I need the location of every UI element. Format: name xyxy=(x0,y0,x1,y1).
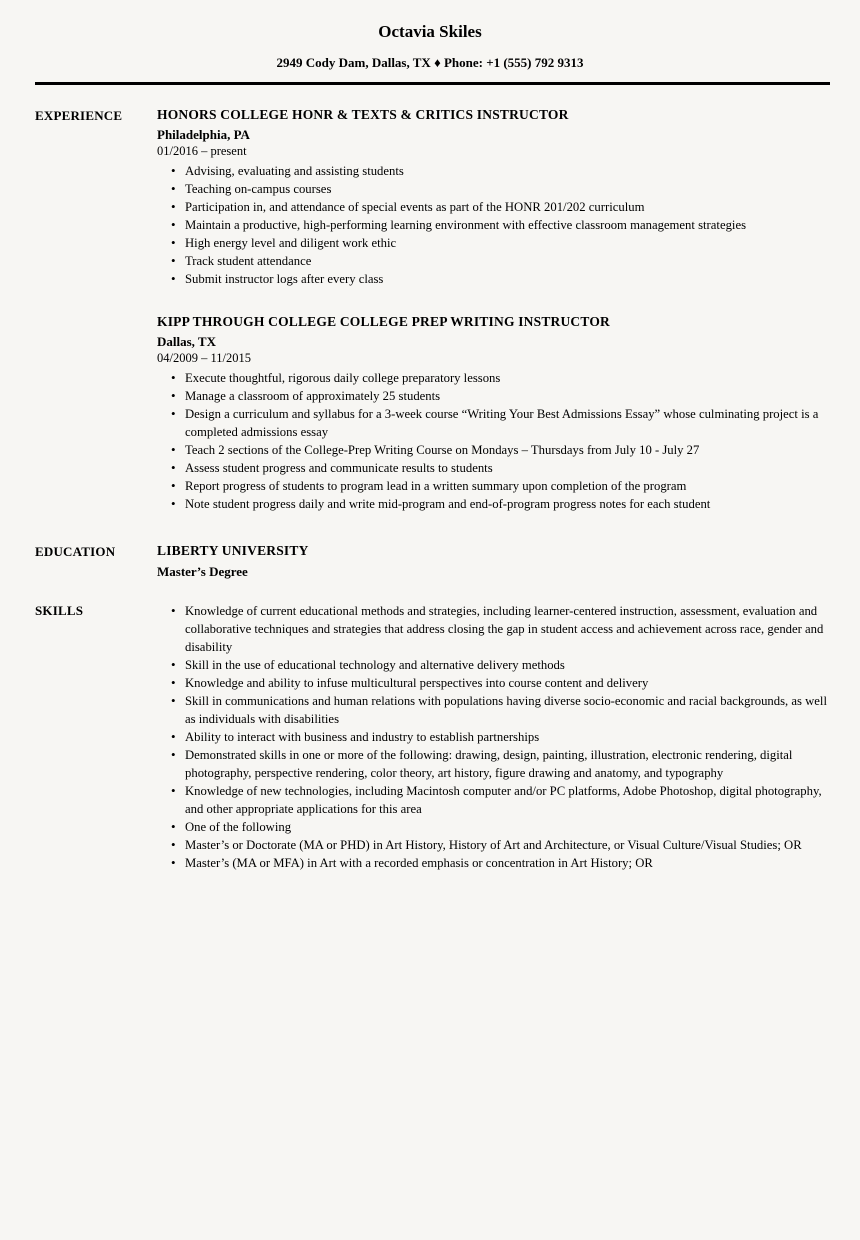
job-location: Dallas, TX xyxy=(157,334,216,349)
bullet-item: • Assess student progress and communicate results to students xyxy=(185,459,830,477)
bullet-item: • One of the following xyxy=(185,818,830,836)
bullet-item: • Knowledge of current educational methods and strategies, including learner-centered instruction, assessment, evaluation and collaborative techniques and strategies that address closing the gap in student access and achievement across race, gender and disability xyxy=(185,602,830,656)
bullet-item: • Participation in, and attendance of special events as part of the HONR 201/202 curriculum xyxy=(185,198,830,216)
job-entry xyxy=(157,314,830,513)
job-dates: 01/2016 – present xyxy=(157,144,247,158)
bullet-item: • Execute thoughtful, rigorous daily college preparatory lessons xyxy=(185,369,830,387)
bullet-item: • Master’s (MA or MFA) in Art with a recorded emphasis or concentration in Art History; OR xyxy=(185,854,830,872)
resume-name: Octavia Skiles xyxy=(378,22,482,41)
bullet-item: • Teach 2 sections of the College-Prep Writing Course on Mondays – Thursdays from July 10 - July 27 xyxy=(185,441,830,459)
job-title: HONORS COLLEGE HONR & TEXTS & CRITICS INSTRUCTOR xyxy=(157,107,569,122)
skills-list xyxy=(157,602,830,872)
bullet-item: • Skill in communications and human relations with populations having diverse socio-economic and racial backgrounds, as well as individuals with disabilities xyxy=(185,692,830,728)
job-entry xyxy=(157,107,830,288)
bullet-item: • Advising, evaluating and assisting students xyxy=(185,162,830,180)
job-title: KIPP THROUGH COLLEGE COLLEGE PREP WRITING INSTRUCTOR xyxy=(157,314,610,329)
bullet-item: • Report progress of students to program lead in a written summary upon completion of the program xyxy=(185,477,830,495)
experience-jobs xyxy=(157,107,830,513)
header-divider xyxy=(35,82,830,85)
bullet-item: • Demonstrated skills in one or more of the following: drawing, design, painting, illustration, electronic rendering, digital photography, perspective rendering, color theory, art history, figure drawing and anatomy, and typography xyxy=(185,746,830,782)
experience-label: EXPERIENCE xyxy=(35,108,123,123)
bullet-item: • Skill in the use of educational technology and alternative delivery methods xyxy=(185,656,830,674)
skills-content xyxy=(157,602,830,872)
education-degree: Master’s Degree xyxy=(157,564,248,579)
education-school: LIBERTY UNIVERSITY xyxy=(157,543,309,558)
job-bullet-list xyxy=(157,162,830,288)
job-bullet-list xyxy=(157,369,830,513)
bullet-item: • Knowledge and ability to infuse multicultural perspectives into course content and delivery xyxy=(185,674,830,692)
bullet-item: • Manage a classroom of approximately 25 students xyxy=(185,387,830,405)
section-education xyxy=(0,543,860,580)
skills-label: SKILLS xyxy=(35,603,84,618)
bullet-item: • Note student progress daily and write mid-program and end-of-program progress notes for each student xyxy=(185,495,830,513)
bullet-item: • Master’s or Doctorate (MA or PHD) in Art History, History of Art and Architecture, or Visual Culture/Visual Studies; OR xyxy=(185,836,830,854)
education-label: EDUCATION xyxy=(35,544,116,559)
bullet-item: • Teaching on-campus courses xyxy=(185,180,830,198)
section-skills xyxy=(0,602,860,872)
bullet-item: • Submit instructor logs after every class xyxy=(185,270,830,288)
bullet-item: • Design a curriculum and syllabus for a 3-week course “Writing Your Best Admissions Essay” whose culminating project is a completed admissions essay xyxy=(185,405,830,441)
education-content xyxy=(157,543,830,580)
section-experience xyxy=(0,107,860,513)
job-dates: 04/2009 – 11/2015 xyxy=(157,351,251,365)
bullet-item: • Maintain a productive, high-performing learning environment with effective classroom management strategies xyxy=(185,216,830,234)
resume-contact: 2949 Cody Dam, Dallas, TX ♦ Phone: +1 (555) 792 9313 xyxy=(276,55,584,70)
bullet-item: • High energy level and diligent work ethic xyxy=(185,234,830,252)
bullet-item: • Knowledge of new technologies, including Macintosh computer and/or PC platforms, Adobe Photoshop, digital photography, and other appropriate applications for this area xyxy=(185,782,830,818)
bullet-item: • Track student attendance xyxy=(185,252,830,270)
job-location: Philadelphia, PA xyxy=(157,127,250,142)
bullet-item: • Ability to interact with business and industry to establish partnerships xyxy=(185,728,830,746)
